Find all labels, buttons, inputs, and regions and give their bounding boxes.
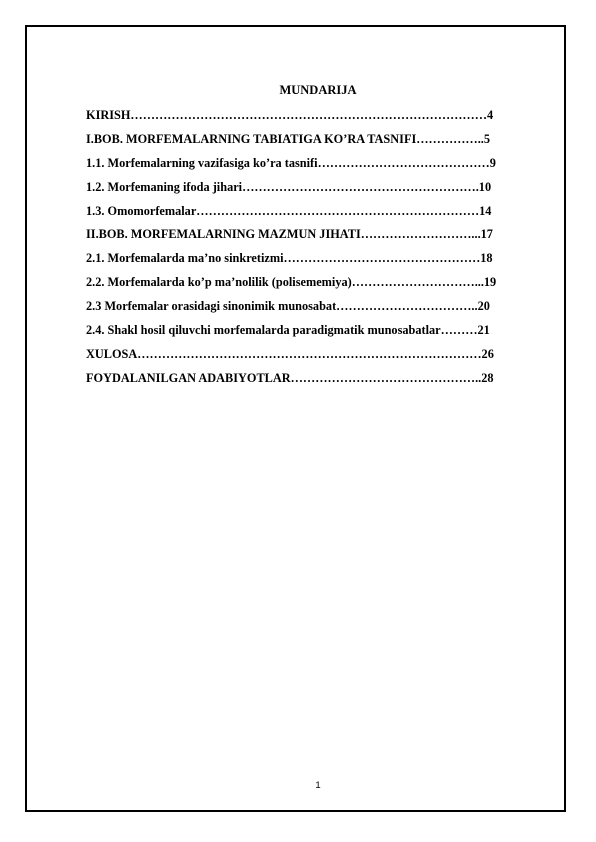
toc-entry-2-4: 2.4. Shakl hosil qiluvchi morfemalarda paradigmatik munosabatlar………21 bbox=[86, 323, 490, 338]
toc-entry-1-1: 1.1. Morfemalarning vazifasiga ko’ra tasnifi……………………………………9 bbox=[86, 155, 496, 170]
toc-title: MUNDARIJA bbox=[279, 83, 357, 97]
toc-entry-kirish: KIRISH……………………………………………………………………………4 bbox=[86, 108, 494, 122]
toc-entry-2-3: 2.3 Morfemalar orasidagi sinonimik munosabat……………………………..20 bbox=[86, 299, 490, 314]
toc-entry-2-2: 2.2. Morfemalarda ko’p ma’nolilik (polisememiya)…………………………...19 bbox=[86, 275, 497, 290]
page-number: 1 bbox=[315, 780, 321, 791]
toc-entry-chapter-2: II.BOB. MORFEMALARNING MAZMUN JIHATI………………………...17 bbox=[86, 227, 493, 242]
toc-entry-chapter-1: I.BOB. MORFEMALARNING TABIATIGA KO’RA TASNIFI……………..5 bbox=[86, 131, 491, 146]
toc-entry-bibliography: FOYDALANILGAN ADABIYOTLAR………………………………………..28 bbox=[86, 370, 494, 385]
table-of-contents bbox=[86, 104, 496, 391]
toc-entry-xulosa: XULOSA…………………………………………………………………………26 bbox=[86, 346, 494, 361]
toc-entry-1-3: 1.3. Omomorfemalar……………………………………………………………14 bbox=[86, 203, 492, 218]
toc-entry-1-2: 1.2. Morfemaning ifoda jihari………………………………………………….10 bbox=[86, 179, 492, 194]
toc-entry-2-1: 2.1. Morfemalarda ma’no sinkretizmi…………………………………………18 bbox=[86, 251, 493, 266]
